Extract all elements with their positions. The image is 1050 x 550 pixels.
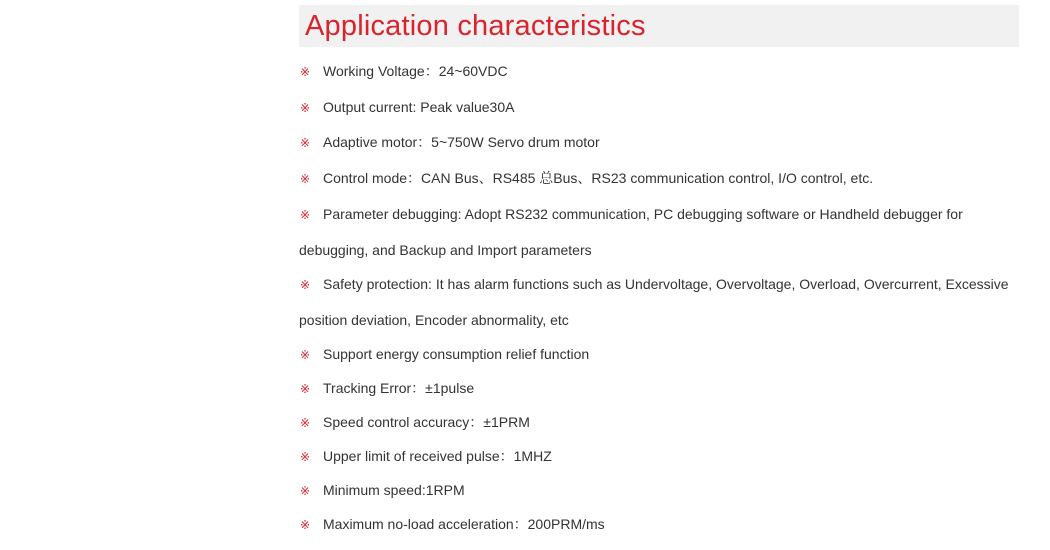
feature-list <box>299 54 1019 542</box>
reference-mark-icon: ※ <box>300 65 311 79</box>
item-text: Tracking Error：±1pulse <box>323 379 475 396</box>
reference-mark-icon: ※ <box>300 207 311 222</box>
list-item <box>299 474 1019 508</box>
list-item <box>299 197 1019 267</box>
reference-mark-icon: ※ <box>300 278 311 293</box>
list-item <box>299 125 1019 161</box>
reference-mark-icon: ※ <box>300 172 311 187</box>
reference-mark-icon: ※ <box>300 415 311 430</box>
characteristics-section <box>299 5 1019 542</box>
list-item <box>299 338 1019 372</box>
item-text: Safety protection: It has alarm functions such as Undervoltage, Overvoltage, Overload, Overcurrent, Excessive position deviation, Encoder abnormality, etc <box>299 276 1009 328</box>
item-text: Support energy consumption relief function <box>323 345 590 362</box>
list-item <box>299 90 1019 126</box>
reference-mark-icon: ※ <box>300 449 311 464</box>
section-title-bar <box>299 5 1019 47</box>
list-item <box>299 508 1019 542</box>
reference-mark-icon: ※ <box>300 517 311 532</box>
reference-mark-icon: ※ <box>300 100 311 115</box>
item-text: Working Voltage：24~60VDC <box>323 63 508 79</box>
list-item <box>299 372 1019 406</box>
item-text: Upper limit of received pulse：1MHZ <box>323 447 552 464</box>
item-text: Speed control accuracy：±1PRM <box>323 413 530 430</box>
list-item <box>299 54 1019 90</box>
item-text: Control mode：CAN Bus、RS485 总Bus、RS23 communication control, I/O control, etc. <box>323 170 874 187</box>
reference-mark-icon: ※ <box>300 347 311 362</box>
item-text: Adaptive motor：5~750W Servo drum motor <box>323 134 600 151</box>
item-text: Minimum speed:1RPM <box>323 481 465 498</box>
reference-mark-icon: ※ <box>300 381 311 396</box>
section-title: Application characteristics <box>305 9 646 42</box>
reference-mark-icon: ※ <box>300 136 311 151</box>
list-item <box>299 161 1019 197</box>
item-text: Output current: Peak value30A <box>323 98 515 115</box>
item-text: Maximum no-load acceleration：200PRM/ms <box>323 515 605 532</box>
list-item <box>299 267 1019 337</box>
item-text: Parameter debugging: Adopt RS232 communication, PC debugging software or Handheld debugger for debugging, and Backup and Import parameters <box>299 205 963 258</box>
list-item <box>299 440 1019 474</box>
list-item <box>299 406 1019 440</box>
reference-mark-icon: ※ <box>300 483 311 498</box>
